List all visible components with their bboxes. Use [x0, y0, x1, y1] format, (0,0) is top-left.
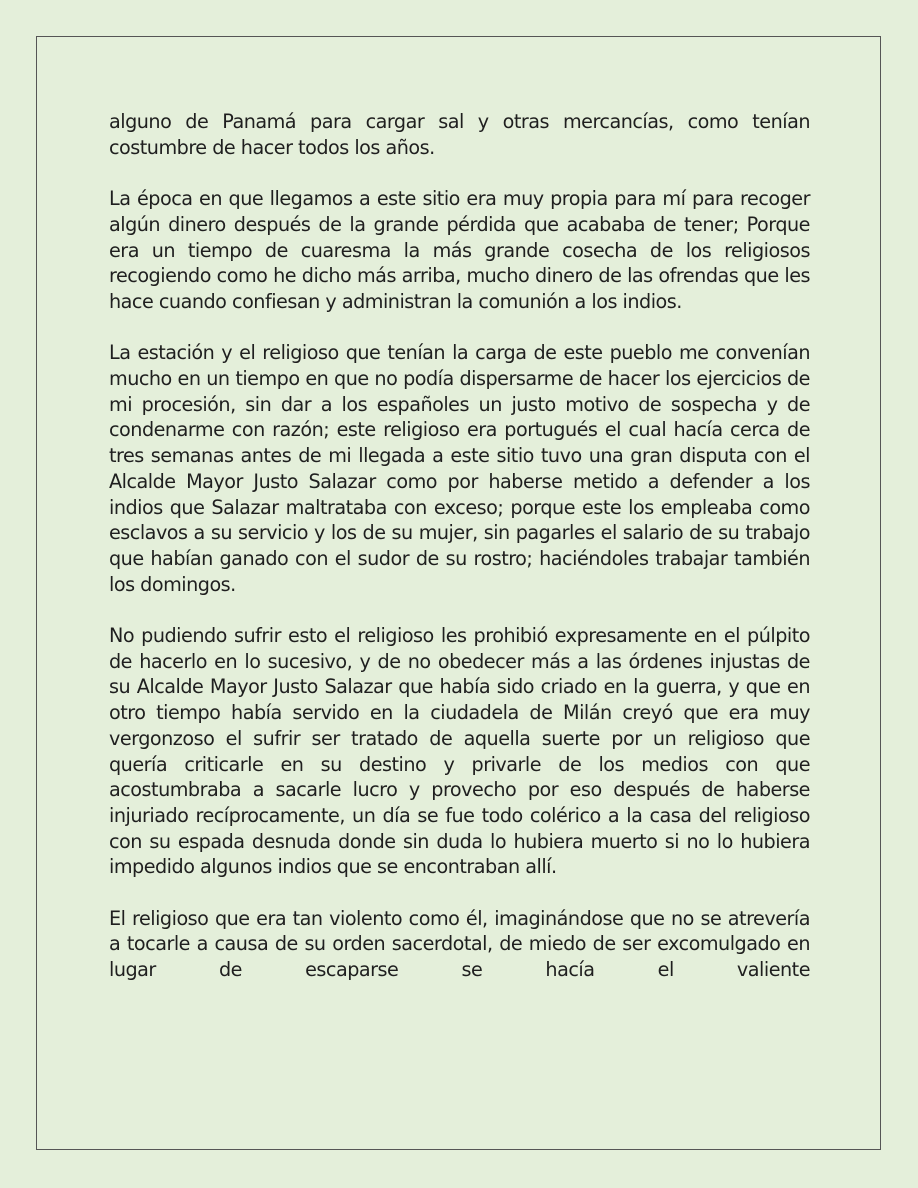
paragraph-3: La estación y el religioso que tenían la carga de este pueblo me convenían mucho en un tiempo en que no podía dispersarme de hacer los ejercicios de mi procesión, sin dar a los españoles un justo motivo de sospecha y de condenarme con razón; este religioso era portugués el cual hacía cerca de tres semanas antes de mi llegada a este sitio tuvo una gran disputa con el Alcalde Mayor Justo Salazar como por haberse metido a defender a los indios que Salazar maltrataba con exceso; porque este los empleaba como esclavos a su servicio y los de su mujer, sin pagarles el salario de su trabajo que habían ganado con el sudor de su rostro; haciéndoles trabajar también los domingos.: [109, 341, 810, 596]
paragraph-2: La época en que llegamos a este sitio era muy propia para mí para recoger algún dinero después de la grande pérdida que acababa de tener; Porque era un tiempo de cuaresma la más grande cosecha de los religiosos recogiendo como he dicho más arriba, mucho dinero de las ofrendas que les hace cuando confiesan y administran la comunión a los indios.: [109, 187, 810, 313]
paragraph-4: No pudiendo sufrir esto el religioso les prohibió expresamente en el púlpito de hacerlo en lo sucesivo, y de no obedecer más a las órdenes injustas de su Alcalde Mayor Justo Salazar que había sido criado en la guerra, y que en otro tiempo había servido en la ciudadela de Milán creyó que era muy vergonzoso el sufrir ser tratado de aquella suerte por un religioso que quería criticarle en su destino y privarle de los medios con que acostumbraba a sacarle lucro y provecho por eso después de haberse injuriado recíprocamente, un día se fue todo colérico a la casa del religioso con su espada desnuda donde sin duda lo hubiera muerto si no lo hubiera impedido algunos indios que se encontraban allí.: [109, 624, 810, 879]
paragraph-5: El religioso que era tan violento como él, imaginándose que no se atrevería a tocarle a causa de su orden sacerdotal, de miedo de ser excomulgado en lugar de escaparse se hacía el valiente: [109, 906, 810, 982]
paragraph-1: alguno de Panamá para cargar sal y otras mercancías, como tenían costumbre de hacer todos los años.: [109, 110, 810, 159]
document-body: [109, 109, 810, 983]
